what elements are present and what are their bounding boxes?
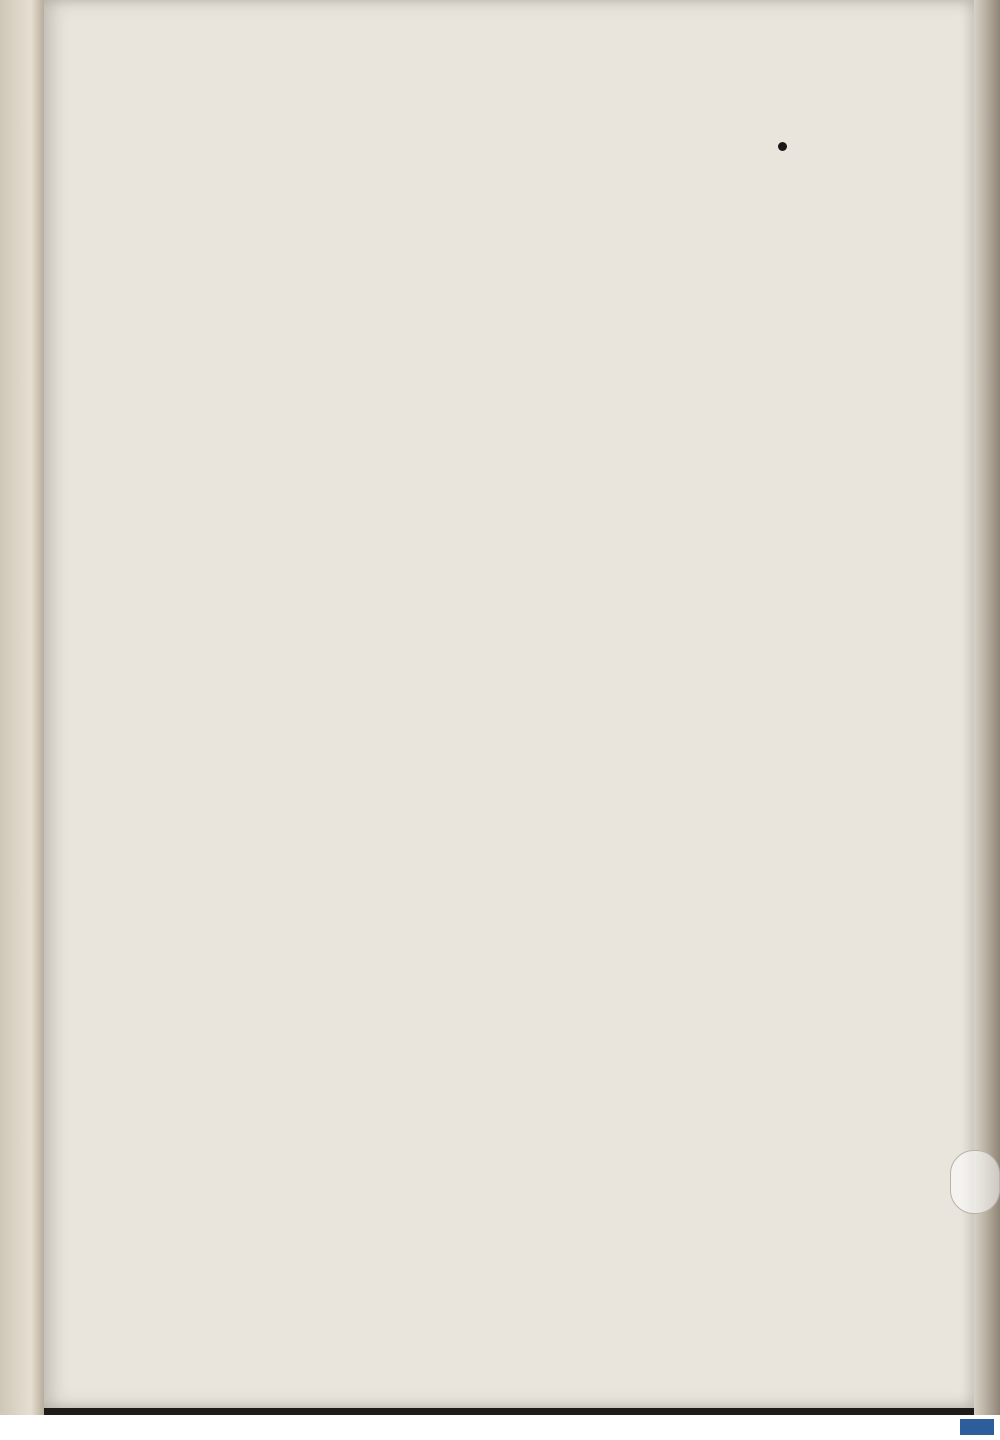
footer-bar	[0, 1415, 1000, 1440]
facing-page-edge	[0, 0, 44, 1415]
dfg-logo	[960, 1419, 994, 1435]
column-left	[128, 170, 433, 178]
column-right	[458, 168, 763, 176]
document-page	[44, 0, 974, 1408]
ink-dot	[778, 142, 787, 151]
page-tab	[950, 1150, 1000, 1214]
